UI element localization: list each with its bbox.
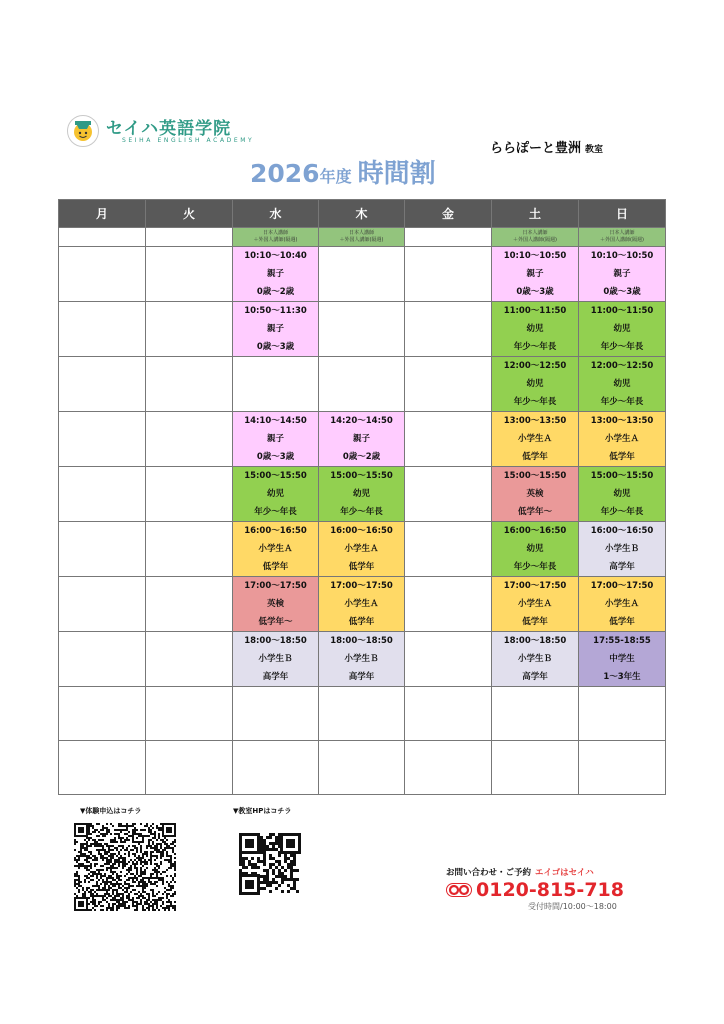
class-slot [579,247,666,302]
empty-slot [319,687,405,741]
empty-slot [59,687,146,741]
class-name: 親子 [352,434,370,444]
empty-slot [59,741,146,795]
class-level: 低学年 [262,562,289,572]
class-slot [319,577,405,632]
class-name: 小学生Ａ [344,599,379,609]
freedial-icon [446,883,472,897]
class-level: 年少～年長 [254,507,297,517]
empty-slot [146,522,233,577]
empty-slot [319,302,405,357]
class-name: 小学生Ｂ [604,544,639,554]
timetable-row [59,687,666,741]
empty-slot [233,741,319,795]
teacher-note-line1: 日本人講師 [348,230,374,236]
timetable [58,199,666,795]
class-name: 親子 [266,269,284,279]
class-time: 15:00～15:50 [503,471,567,481]
empty-slot [59,522,146,577]
teacher-note-line2: ＋外国人講師(隔週) [600,237,644,243]
empty-slot [405,577,492,632]
class-time: 16:00～16:50 [503,526,567,536]
class-slot [233,632,319,687]
class-slot [579,632,666,687]
class-time: 15:00～15:50 [244,471,307,481]
class-slot [233,577,319,632]
class-time: 12:00～12:50 [590,361,654,371]
class-level: 低学年 [522,452,548,462]
class-level: 年少～年長 [513,342,557,352]
class-level: 年少～年長 [513,562,557,572]
empty-note-cell [405,228,492,247]
class-name: 英検 [526,489,544,499]
day-header-row [59,200,666,228]
day-header: 金 [405,200,492,228]
title-nendo: 年度 [319,167,352,186]
empty-slot [146,247,233,302]
class-slot [233,302,319,357]
class-time: 18:00～18:50 [503,636,567,646]
office-hours: 受付時間/10:00～18:00 [528,902,617,911]
day-header: 日 [579,200,666,228]
class-level: 年少～年長 [513,397,557,407]
page-title [250,153,490,190]
class-slot [492,412,579,467]
logo-name: セイハ英語学院 [106,119,232,139]
class-level: 0歳～3歳 [603,287,641,297]
day-header: 木 [319,200,405,228]
class-time: 16:00～16:50 [330,526,393,536]
empty-slot [405,247,492,302]
class-slot [492,357,579,412]
class-slot [319,522,405,577]
empty-slot [405,467,492,522]
class-slot [492,632,579,687]
teacher-note [492,228,579,247]
timetable-row [59,577,666,632]
class-slot [579,357,666,412]
timetable-row [59,741,666,795]
class-name: 英検 [266,599,284,609]
empty-note-cell [59,228,146,247]
teacher-note [319,228,405,247]
class-name: 小学生Ｂ [258,654,293,664]
title-main: 時間割 [357,159,436,189]
empty-slot [319,357,405,412]
class-level: 低学年 [609,452,635,462]
class-level: 1～3年生 [603,672,641,682]
class-name: 小学生Ａ [604,434,639,444]
empty-slot [492,741,579,795]
class-level: 高学年 [522,672,548,682]
class-time: 17:00～17:50 [244,581,307,591]
class-level: 0歳～2歳 [256,287,295,297]
class-time: 17:55-18:55 [593,636,651,646]
empty-slot [146,302,233,357]
empty-slot [233,687,319,741]
class-time: 11:00～11:50 [590,306,654,316]
teacher-note [579,228,666,247]
teacher-note-line2: ＋外国人講師(隔週) [339,237,384,243]
class-time: 11:00～11:50 [503,306,567,316]
class-level: 低学年 [348,562,375,572]
timetable-row [59,522,666,577]
class-time: 17:00～17:50 [503,581,567,591]
class-slot [579,467,666,522]
teacher-note [233,228,319,247]
class-name: 幼児 [526,379,544,389]
class-level: 高学年 [609,562,635,572]
empty-slot [146,412,233,467]
class-slot [579,302,666,357]
day-header: 月 [59,200,146,228]
class-time: 14:20～14:50 [330,416,393,426]
phone-row[interactable] [446,879,656,901]
empty-slot [59,632,146,687]
empty-slot [405,357,492,412]
class-slot [233,522,319,577]
empty-slot [146,632,233,687]
class-name: 幼児 [526,544,544,554]
class-slot [492,522,579,577]
class-name: 幼児 [352,489,370,499]
class-slot [492,247,579,302]
empty-slot [59,357,146,412]
class-slot [492,577,579,632]
class-level: 年少～年長 [340,507,383,517]
class-level: 0歳～3歳 [256,452,295,462]
contact-text: お問い合わせ・ご予約 [446,868,532,878]
class-name: 小学生Ａ [604,599,639,609]
timetable-row [59,247,666,302]
class-name: 小学生Ｂ [517,654,552,664]
class-slot [233,247,319,302]
class-slot [492,302,579,357]
teacher-note-line2: ＋外国人講師(隔週) [253,237,298,243]
empty-slot [146,577,233,632]
class-level: 0歳～3歳 [516,287,554,297]
class-level: 高学年 [262,672,289,682]
empty-slot [146,467,233,522]
class-time: 16:00～16:50 [244,526,307,536]
empty-slot [233,357,319,412]
teacher-note-line1: 日本人講師 [522,230,548,236]
timetable-row [59,302,666,357]
empty-slot [319,247,405,302]
teacher-note-row [59,228,666,247]
empty-slot [59,467,146,522]
class-slot [233,467,319,522]
class-slot [579,522,666,577]
empty-slot [579,687,666,741]
class-name: 幼児 [613,489,631,499]
empty-slot [146,357,233,412]
branch-suffix: 教室 [585,145,604,155]
day-header: 水 [233,200,319,228]
empty-slot [579,741,666,795]
class-name: 親子 [266,324,284,334]
trial-qr-code[interactable] [74,823,176,911]
class-name: 幼児 [526,324,544,334]
class-name: 親子 [613,269,631,279]
class-time: 15:00～15:50 [590,471,654,481]
class-time: 14:10～14:50 [244,416,307,426]
empty-slot [405,412,492,467]
class-name: 幼児 [613,324,631,334]
class-slot [319,467,405,522]
empty-slot [405,302,492,357]
empty-slot [405,687,492,741]
empty-slot [492,687,579,741]
timetable-row [59,467,666,522]
class-slot [579,412,666,467]
class-time: 16:00～16:50 [590,526,654,536]
class-time: 10:50～11:30 [244,306,307,316]
class-name: 小学生Ａ [258,544,293,554]
class-slot [319,412,405,467]
class-time: 13:00～13:50 [503,416,567,426]
empty-slot [59,302,146,357]
hp-label: ▼教室HPはコチラ [233,807,292,815]
empty-slot [405,522,492,577]
branch-name [490,137,603,156]
class-time: 17:00～17:50 [330,581,393,591]
empty-slot [146,687,233,741]
timetable-row [59,357,666,412]
class-time: 18:00～18:50 [330,636,393,646]
class-slot [492,467,579,522]
class-name: 幼児 [613,379,631,389]
class-slot [579,577,666,632]
logo-tagline: SEIHA ENGLISH ACADEMY [122,137,255,144]
class-level: 低学年 [348,617,375,627]
class-time: 13:00～13:50 [590,416,654,426]
class-name: 中学生 [609,654,635,664]
empty-note-cell [146,228,233,247]
seiha-logo [66,112,266,152]
class-level: 年少～年長 [600,342,644,352]
teacher-note-line2: ＋外国人講師(隔週) [513,237,557,243]
empty-slot [146,741,233,795]
class-level: 低学年～ [517,507,552,517]
empty-slot [405,741,492,795]
day-header: 土 [492,200,579,228]
class-level: 高学年 [348,672,375,682]
empty-slot [59,412,146,467]
class-level: 0歳～2歳 [342,452,381,462]
class-level: 年少～年長 [600,507,644,517]
teacher-note-line1: 日本人講師 [609,230,635,236]
empty-slot [59,247,146,302]
day-header: 火 [146,200,233,228]
class-time: 10:10～10:50 [503,251,567,261]
class-slot [319,632,405,687]
class-name: 小学生Ｂ [344,654,379,664]
class-name: 小学生Ａ [517,434,552,444]
class-slot [233,412,319,467]
class-time: 10:10～10:40 [244,251,307,261]
class-time: 10:10～10:50 [590,251,654,261]
class-time: 17:00～17:50 [590,581,654,591]
hp-qr-code[interactable] [239,833,301,895]
class-level: 低学年 [522,617,548,627]
title-year: 2026 [250,159,320,188]
class-level: 低学年 [609,617,635,627]
timetable-row [59,412,666,467]
class-name: 小学生Ａ [517,599,552,609]
class-level: 低学年～ [258,617,293,627]
class-time: 12:00～12:50 [503,361,567,371]
contact-line [446,866,656,878]
timetable-row [59,632,666,687]
empty-slot [319,741,405,795]
contact-brand: エイゴはセイハ [535,868,594,878]
class-name: 親子 [266,434,284,444]
trial-label: ▼体験申込はコチラ [80,807,142,815]
class-name: 親子 [526,269,544,279]
empty-slot [405,632,492,687]
empty-slot [59,577,146,632]
contact-block [446,866,656,912]
branch-label: ららぽーと豊洲 [490,141,582,156]
class-time: 15:00～15:50 [330,471,393,481]
class-name: 小学生Ａ [344,544,379,554]
class-level: 0歳～3歳 [256,342,295,352]
teacher-note-line1: 日本人講師 [262,230,288,236]
phone-number[interactable]: 0120-815-718 [476,879,624,901]
class-name: 幼児 [266,489,284,499]
seiha-emblem-icon [66,114,100,148]
class-time: 18:00～18:50 [244,636,307,646]
class-level: 年少～年長 [600,397,644,407]
